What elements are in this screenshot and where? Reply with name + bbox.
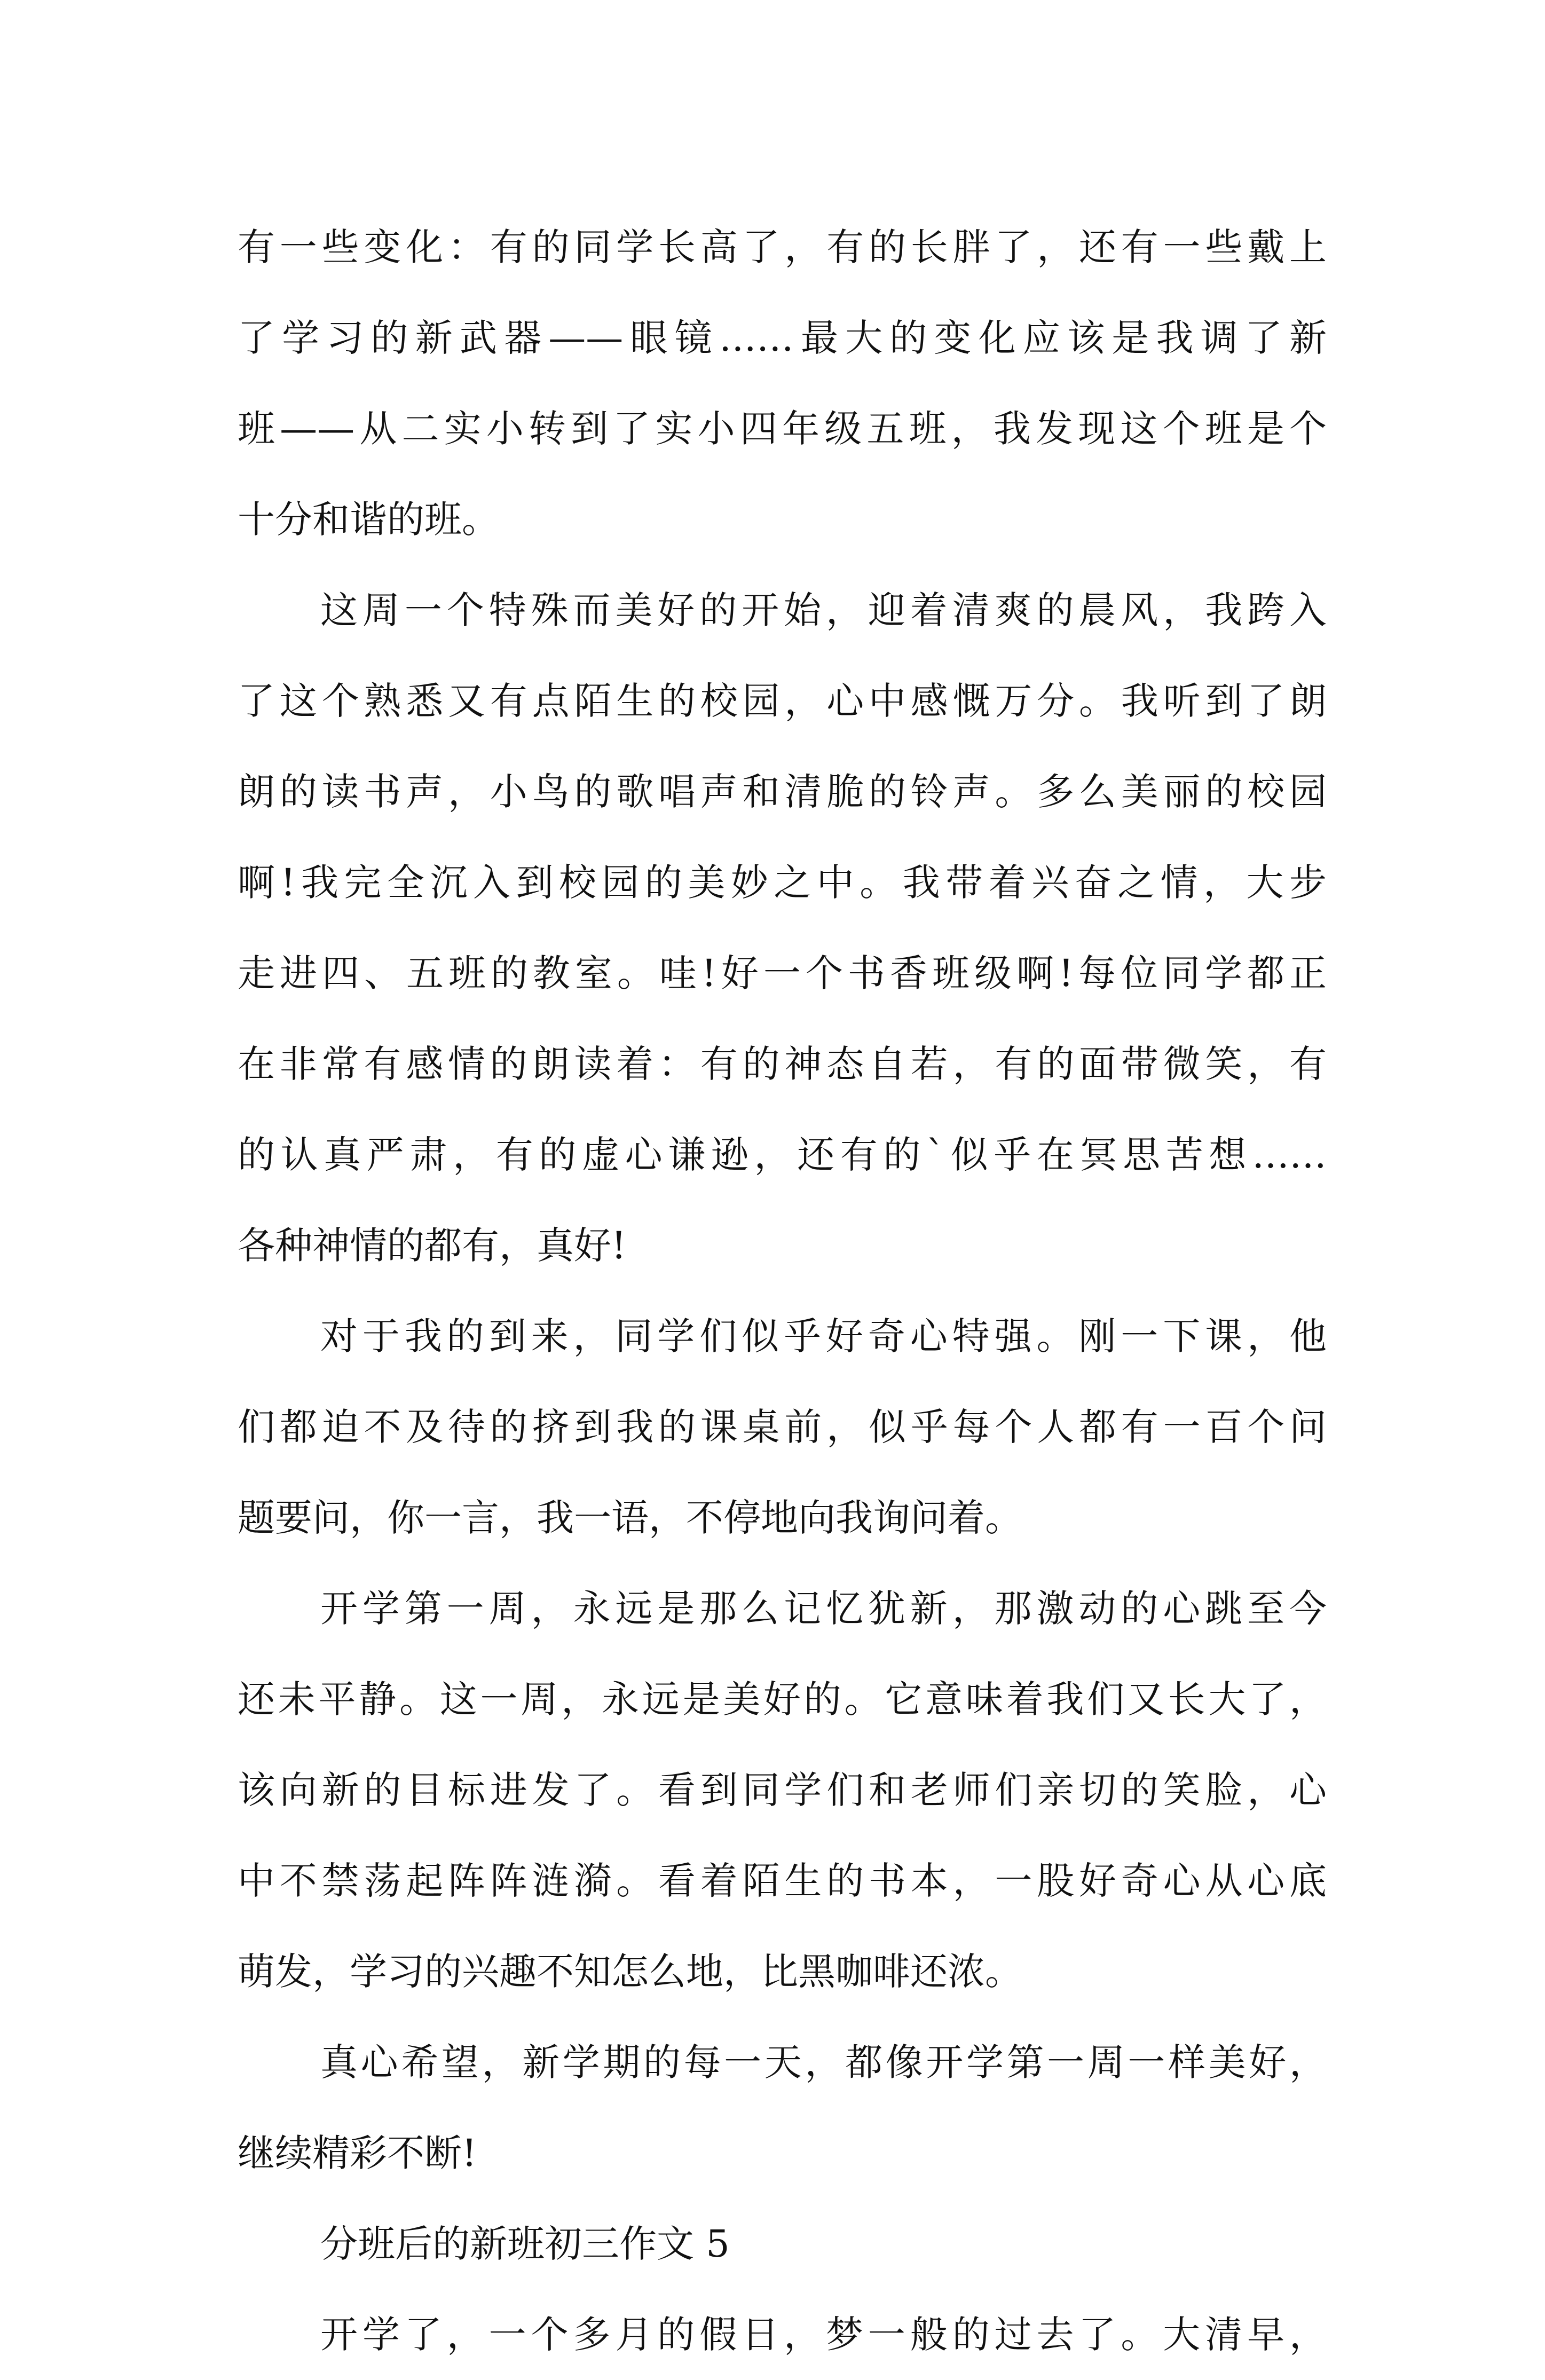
text-line: 这周一个特殊而美好的开始，迎着清爽的晨风，我跨入 — [320, 588, 1327, 632]
text-line: 萌发，学习的兴趣不知怎么地，比黑咖啡还浓。 — [238, 1950, 1022, 1993]
text-line: 在非常有感情的朗读着：有的神态自若，有的面带微笑，有 — [238, 1042, 1327, 1086]
text-line: 对于我的到来，同学们似乎好奇心特强。刚一下课，他 — [320, 1314, 1327, 1358]
text-line: 该向新的目标进发了。看到同学们和老师们亲切的笑脸，心 — [238, 1768, 1327, 1812]
text-line: 了这个熟悉又有点陌生的校园，心中感慨万分。我听到了朗 — [238, 679, 1327, 723]
text-line: 走进四、五班的教室。哇!好一个书香班级啊!每位同学都正 — [238, 951, 1327, 995]
text-line: 有一些变化：有的同学长高了，有的长胖了，还有一些戴上 — [238, 225, 1327, 269]
text-line: 中不禁荡起阵阵涟漪。看着陌生的书本，一股好奇心从心底 — [238, 1859, 1327, 1903]
text-line: 朗的读书声，小鸟的歌唱声和清脆的铃声。多么美丽的校园 — [238, 770, 1327, 814]
text-line: 各种神情的都有，真好! — [238, 1224, 627, 1267]
text-line: 班——从二实小转到了实小四年级五班，我发现这个班是个 — [238, 407, 1327, 451]
text-line: 十分和谐的班。 — [238, 498, 499, 541]
text-line: 继续精彩不断! — [238, 2131, 477, 2175]
text-line: 啊!我完全沉入到校园的美妙之中。我带着兴奋之情，大步 — [238, 861, 1327, 904]
text-line: 们都迫不及待的挤到我的课桌前，似乎每个人都有一百个问 — [238, 1405, 1327, 1449]
text-line: 还未平静。这一周，永远是美好的。它意味着我们又长大了， — [238, 1677, 1327, 1721]
text-line: 开学第一周，永远是那么记忆犹新，那激动的心跳至今 — [320, 1587, 1327, 1630]
text-line: 了学习的新武器——眼镜……最大的变化应该是我调了新 — [238, 316, 1327, 360]
document-body — [238, 202, 1327, 2380]
text-line: 题要问，你一言，我一语，不停地向我询问着。 — [238, 1496, 1022, 1540]
text-line: 真心希望，新学期的每一天，都像开学第一周一样美好， — [320, 2040, 1327, 2084]
text-line: 分班后的新班初三作文 5 — [320, 2222, 730, 2266]
text-line: 的认真严肃，有的虚心谦逊，还有的`似乎在冥思苦想…… — [238, 1133, 1327, 1177]
text-line: 开学了，一个多月的假日，梦一般的过去了。大清早， — [320, 2313, 1327, 2357]
